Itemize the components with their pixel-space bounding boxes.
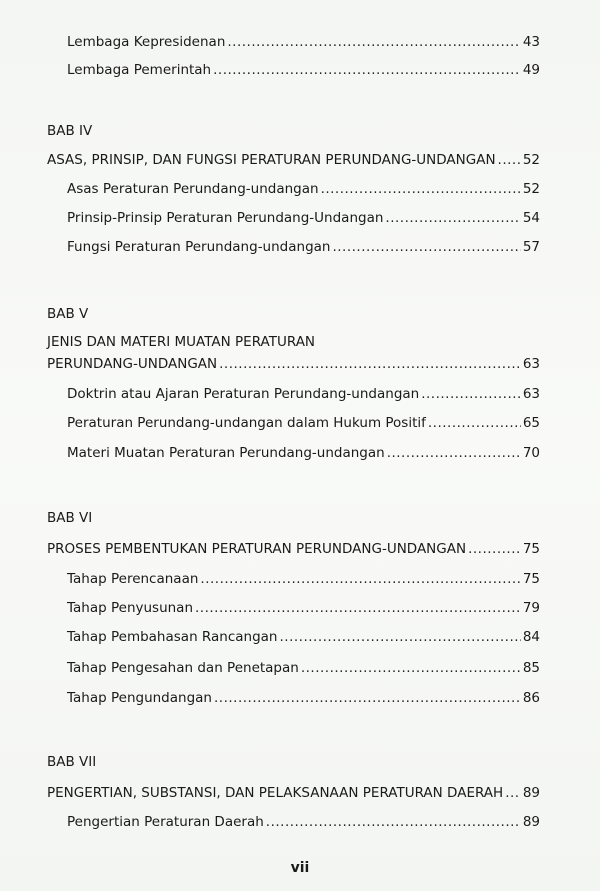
entry-page: 54 (522, 210, 540, 226)
leader-dots (266, 813, 521, 831)
leader-dots (498, 151, 521, 169)
entry-page: 52 (522, 181, 540, 197)
leader-dots (200, 570, 520, 588)
leader-dots (505, 784, 521, 802)
leader-dots (213, 61, 521, 79)
chapter-title-entry[interactable] (47, 540, 540, 558)
chapter-heading: BAB IV (47, 123, 93, 139)
leader-dots (227, 33, 520, 51)
entry-page: 65 (522, 415, 540, 431)
toc-entry[interactable] (67, 414, 540, 432)
entry-page: 49 (522, 62, 540, 78)
entry-label: Pengertian Peraturan Daerah (67, 814, 264, 830)
leader-dots (387, 444, 521, 462)
chapter-title-entry[interactable] (47, 355, 540, 373)
leader-dots (332, 238, 520, 256)
toc-entry[interactable] (67, 813, 540, 831)
toc-entry[interactable] (67, 659, 540, 677)
entry-label: Materi Muatan Peraturan Perundang-undangan (67, 445, 385, 461)
toc-entry[interactable] (67, 689, 540, 707)
entry-page: 79 (522, 600, 540, 616)
toc-entry[interactable] (67, 599, 540, 617)
leader-dots (468, 540, 521, 558)
chapter-title: PENGERTIAN, SUBSTANSI, DAN PELAKSANAAN PERATURAN DAERAH (47, 785, 504, 801)
chapter-heading: BAB VII (47, 754, 97, 770)
toc-entry[interactable] (67, 61, 540, 79)
leader-dots (301, 659, 521, 677)
entry-page: 84 (522, 629, 540, 645)
page-number: vii (290, 860, 310, 876)
leader-dots (195, 599, 521, 617)
entry-label: Lembaga Pemerintah (67, 62, 212, 78)
entry-page: 89 (522, 814, 540, 830)
toc-entry[interactable] (67, 628, 540, 646)
entry-label: Fungsi Peraturan Perundang-undangan (67, 239, 331, 255)
chapter-heading: BAB VI (47, 510, 93, 526)
entry-label: Asas Peraturan Perundang-undangan (67, 181, 319, 197)
entry-label: Tahap Pembahasan Rancangan (67, 629, 278, 645)
entry-page: 89 (522, 785, 540, 801)
entry-page: 43 (522, 34, 540, 50)
entry-page: 86 (522, 690, 540, 706)
toc-entry[interactable] (67, 238, 540, 256)
toc-entry[interactable] (67, 33, 540, 51)
entry-page: 52 (522, 152, 540, 168)
entry-page: 75 (522, 541, 540, 557)
leader-dots (219, 355, 521, 373)
entry-label: Peraturan Perundang-undangan dalam Hukum Positif (67, 415, 426, 431)
toc-entry[interactable] (67, 209, 540, 227)
entry-page: 75 (522, 571, 540, 587)
leader-dots (385, 209, 520, 227)
entry-page: 57 (522, 239, 540, 255)
entry-label: Lembaga Kepresidenan (67, 34, 226, 50)
toc-entry[interactable] (67, 444, 540, 462)
entry-label: Tahap Pengesahan dan Penetapan (67, 660, 299, 676)
leader-dots (428, 414, 521, 432)
leader-dots (321, 180, 521, 198)
chapter-title-cont: PERUNDANG-UNDANGAN (47, 356, 218, 372)
chapter-title: JENIS DAN MATERI MUATAN PERATURAN (47, 334, 316, 350)
entry-label: Tahap Perencanaan (67, 571, 199, 587)
leader-dots (214, 689, 521, 707)
entry-label: Prinsip-Prinsip Peraturan Perundang-Undangan (67, 210, 384, 226)
entry-page: 63 (522, 356, 540, 372)
chapter-heading: BAB V (47, 306, 89, 322)
chapter-title: ASAS, PRINSIP, DAN FUNGSI PERATURAN PERUNDANG-UNDANGAN (47, 152, 496, 168)
entry-page: 85 (522, 660, 540, 676)
toc-entry[interactable] (67, 385, 540, 403)
leader-dots (279, 628, 520, 646)
entry-label: Tahap Pengundangan (67, 690, 212, 706)
entry-page: 70 (522, 445, 540, 461)
chapter-title: PROSES PEMBENTUKAN PERATURAN PERUNDANG-UNDANGAN (47, 541, 467, 557)
entry-page: 63 (522, 386, 540, 402)
toc-entry[interactable] (67, 570, 540, 588)
chapter-title-entry[interactable] (47, 784, 540, 802)
toc-entry[interactable] (67, 180, 540, 198)
chapter-title-entry[interactable] (47, 151, 540, 169)
entry-label: Doktrin atau Ajaran Peraturan Perundang-undangan (67, 386, 420, 402)
leader-dots (421, 385, 521, 403)
entry-label: Tahap Penyusunan (67, 600, 194, 616)
